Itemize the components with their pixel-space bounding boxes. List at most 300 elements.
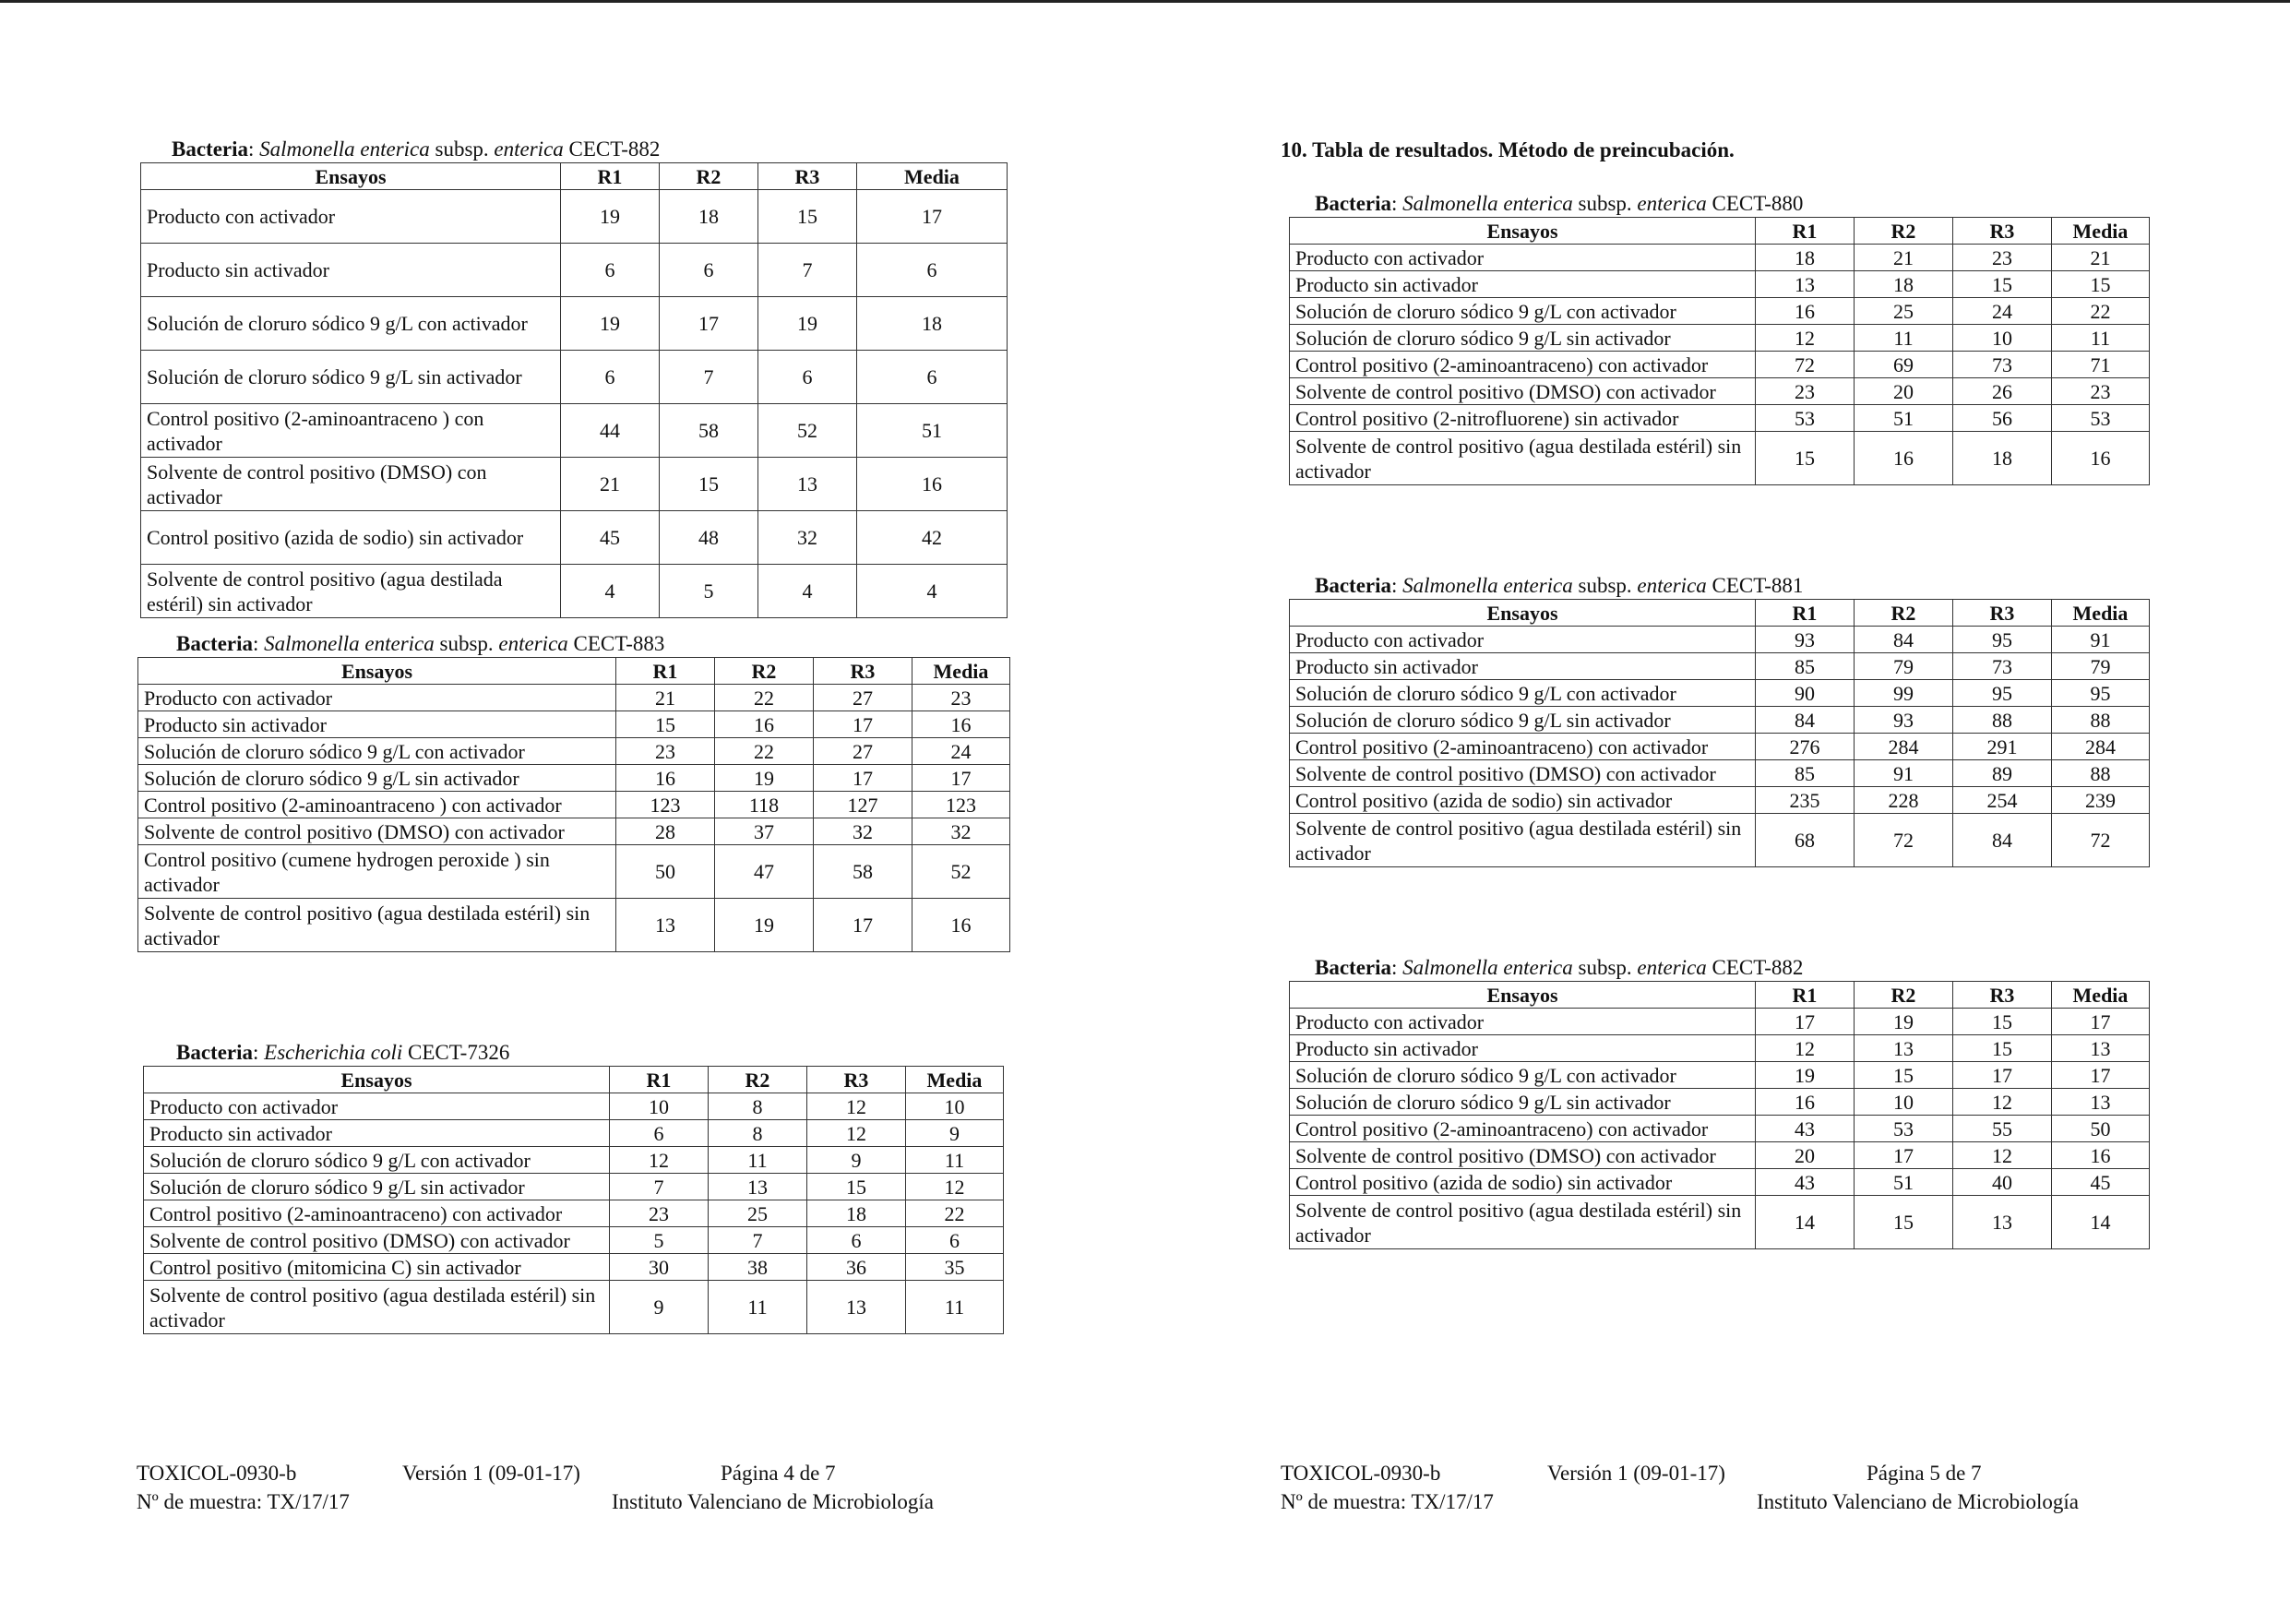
header-ensayos: Ensayos [144, 1067, 610, 1093]
header-r1: R1 [616, 658, 715, 685]
cell-r3: 56 [1953, 405, 2052, 432]
cell-r2: 20 [1855, 378, 1953, 405]
cell-r3: 13 [758, 458, 857, 511]
cell-r3: 15 [1953, 1009, 2052, 1035]
header-r2: R2 [709, 1067, 807, 1093]
cell-r1: 6 [561, 351, 660, 404]
cell-r3: 32 [814, 818, 912, 845]
table-row [141, 244, 1008, 297]
cell-r1: 45 [561, 511, 660, 565]
cell-r3: 23 [1953, 245, 2052, 271]
cell-r3: 254 [1953, 787, 2052, 814]
cell-r2: 11 [709, 1281, 807, 1334]
table-row [1290, 1142, 2150, 1169]
header-r2: R2 [715, 658, 814, 685]
cell-r3: 36 [807, 1254, 906, 1281]
cell-ensayo: Producto con activador [1290, 627, 1756, 653]
cell-r3: 127 [814, 792, 912, 818]
cell-r3: 17 [814, 711, 912, 738]
header-media: Media [857, 163, 1008, 190]
table-block-4 [1289, 191, 2150, 485]
cell-r1: 50 [616, 845, 715, 899]
cell-media: 17 [857, 190, 1008, 244]
table-row [1290, 1196, 2150, 1249]
cell-r3: 73 [1953, 653, 2052, 680]
cell-r1: 276 [1756, 734, 1855, 760]
cell-r1: 19 [1756, 1062, 1855, 1089]
cell-media: 6 [857, 244, 1008, 297]
cell-ensayo: Solvente de control positivo (agua destilada estéril) sin activador [144, 1281, 610, 1334]
cell-r3: 13 [1953, 1196, 2052, 1249]
cell-r3: 95 [1953, 627, 2052, 653]
cell-r1: 16 [1756, 1089, 1855, 1116]
cell-media: 88 [2052, 760, 2150, 787]
cell-r2: 8 [709, 1093, 807, 1120]
cell-media: 11 [2052, 325, 2150, 352]
cell-r2: 228 [1855, 787, 1953, 814]
cell-r2: 15 [660, 458, 758, 511]
cell-r2: 6 [660, 244, 758, 297]
cell-r2: 5 [660, 565, 758, 618]
cell-media: 13 [2052, 1089, 2150, 1116]
results-table [143, 1066, 1004, 1334]
cell-ensayo: Solución de cloruro sódico 9 g/L sin activador [141, 351, 561, 404]
cell-media: 35 [906, 1254, 1004, 1281]
cell-r1: 13 [616, 899, 715, 952]
cell-r3: 27 [814, 685, 912, 711]
cell-r1: 12 [1756, 325, 1855, 352]
table-row [144, 1254, 1004, 1281]
results-table [1289, 981, 2150, 1249]
cell-r3: 27 [814, 738, 912, 765]
cell-ensayo: Solución de cloruro sódico 9 g/L con activador [138, 738, 616, 765]
cell-media: 45 [2052, 1169, 2150, 1196]
cell-r3: 18 [1953, 432, 2052, 485]
cell-r2: 8 [709, 1120, 807, 1147]
cell-ensayo: Producto con activador [144, 1093, 610, 1120]
table-row [141, 297, 1008, 351]
cell-media: 6 [857, 351, 1008, 404]
cell-r2: 19 [715, 899, 814, 952]
cell-ensayo: Solvente de control positivo (agua destilada estéril) sin activador [1290, 432, 1756, 485]
cell-r1: 15 [616, 711, 715, 738]
cell-r3: 7 [758, 244, 857, 297]
cell-r3: 15 [807, 1174, 906, 1200]
cell-ensayo: Control positivo (2-aminoantraceno ) con activador [141, 404, 561, 458]
footer-sample-number: Nº de muestra: TX/17/17 [1281, 1490, 1494, 1513]
table-row [138, 711, 1010, 738]
cell-r3: 12 [807, 1120, 906, 1147]
table-row [141, 404, 1008, 458]
cell-ensayo: Solución de cloruro sódico 9 g/L sin activador [138, 765, 616, 792]
header-r2: R2 [660, 163, 758, 190]
footer-page-number: Página 4 de 7 [721, 1462, 836, 1485]
cell-media: 11 [906, 1281, 1004, 1334]
table-row [1290, 787, 2150, 814]
cell-ensayo: Control positivo (2-aminoantraceno) con activador [144, 1200, 610, 1227]
cell-ensayo: Producto con activador [138, 685, 616, 711]
cell-ensayo: Solución de cloruro sódico 9 g/L con activador [1290, 680, 1756, 707]
header-r3: R3 [1953, 218, 2052, 245]
results-table [1289, 599, 2150, 867]
cell-media: 17 [2052, 1009, 2150, 1035]
table-row [144, 1093, 1004, 1120]
header-ensayos: Ensayos [141, 163, 561, 190]
cell-ensayo: Solvente de control positivo (DMSO) con activador [1290, 760, 1756, 787]
table-block-2 [137, 631, 1010, 952]
header-media: Media [2052, 218, 2150, 245]
cell-media: 71 [2052, 352, 2150, 378]
cell-r1: 123 [616, 792, 715, 818]
cell-r2: 13 [709, 1174, 807, 1200]
cell-r1: 85 [1756, 653, 1855, 680]
table-row [1290, 1169, 2150, 1196]
table-row [1290, 352, 2150, 378]
cell-r1: 19 [561, 297, 660, 351]
cell-r3: 18 [807, 1200, 906, 1227]
cell-r1: 6 [561, 244, 660, 297]
cell-r1: 43 [1756, 1169, 1855, 1196]
cell-ensayo: Solvente de control positivo (DMSO) con activador [1290, 1142, 1756, 1169]
cell-media: 12 [906, 1174, 1004, 1200]
cell-r3: 291 [1953, 734, 2052, 760]
table-row [138, 818, 1010, 845]
table-row [1290, 1089, 2150, 1116]
cell-r3: 88 [1953, 707, 2052, 734]
table-row [1290, 325, 2150, 352]
cell-media: 42 [857, 511, 1008, 565]
cell-r3: 9 [807, 1147, 906, 1174]
cell-ensayo: Solución de cloruro sódico 9 g/L sin activador [1290, 1089, 1756, 1116]
cell-r2: 7 [709, 1227, 807, 1254]
cell-media: 14 [2052, 1196, 2150, 1249]
cell-media: 6 [906, 1227, 1004, 1254]
cell-media: 17 [912, 765, 1010, 792]
cell-r1: 15 [1756, 432, 1855, 485]
cell-r1: 7 [610, 1174, 709, 1200]
cell-media: 22 [2052, 298, 2150, 325]
header-media: Media [2052, 600, 2150, 627]
cell-r2: 19 [1855, 1009, 1953, 1035]
table-block-1 [140, 137, 1008, 618]
cell-ensayo: Solvente de control positivo (agua destilada estéril) sin activador [138, 899, 616, 952]
cell-r1: 84 [1756, 707, 1855, 734]
table-row [1290, 432, 2150, 485]
cell-media: 18 [857, 297, 1008, 351]
table-row [1290, 707, 2150, 734]
cell-ensayo: Solvente de control positivo (agua destilada estéril) sin activador [141, 565, 561, 618]
header-media: Media [912, 658, 1010, 685]
table-row [1290, 734, 2150, 760]
table-row [1290, 271, 2150, 298]
cell-r2: 21 [1855, 245, 1953, 271]
cell-r1: 23 [1756, 378, 1855, 405]
cell-media: 21 [2052, 245, 2150, 271]
cell-ensayo: Control positivo (2-nitrofluorene) sin activador [1290, 405, 1756, 432]
cell-r1: 4 [561, 565, 660, 618]
cell-ensayo: Solución de cloruro sódico 9 g/L sin activador [1290, 325, 1756, 352]
cell-r1: 6 [610, 1120, 709, 1147]
cell-r1: 16 [616, 765, 715, 792]
cell-r1: 90 [1756, 680, 1855, 707]
cell-ensayo: Control positivo (2-aminoantraceno) con activador [1290, 1116, 1756, 1142]
cell-r3: 6 [758, 351, 857, 404]
cell-r1: 17 [1756, 1009, 1855, 1035]
cell-media: 9 [906, 1120, 1004, 1147]
table-row [1290, 1062, 2150, 1089]
cell-media: 72 [2052, 814, 2150, 867]
cell-media: 16 [2052, 1142, 2150, 1169]
cell-r3: 12 [1953, 1089, 2052, 1116]
cell-r2: 22 [715, 685, 814, 711]
header-r3: R3 [758, 163, 857, 190]
cell-r2: 17 [1855, 1142, 1953, 1169]
table-caption: Bacteria: Escherichia coli CECT-7326 [176, 1041, 510, 1064]
cell-r2: 7 [660, 351, 758, 404]
cell-r1: 235 [1756, 787, 1855, 814]
cell-r2: 13 [1855, 1035, 1953, 1062]
cell-media: 16 [912, 711, 1010, 738]
cell-r2: 25 [709, 1200, 807, 1227]
cell-ensayo: Control positivo (2-aminoantraceno ) con activador [138, 792, 616, 818]
cell-r2: 91 [1855, 760, 1953, 787]
table-row [1290, 1035, 2150, 1062]
table-row [138, 845, 1010, 899]
cell-ensayo: Control positivo (2-aminoantraceno) con activador [1290, 734, 1756, 760]
table-row [1290, 814, 2150, 867]
table-row [1290, 405, 2150, 432]
table-row [138, 738, 1010, 765]
cell-r1: 23 [610, 1200, 709, 1227]
results-table [1289, 217, 2150, 485]
cell-r2: 18 [660, 190, 758, 244]
cell-ensayo: Producto con activador [1290, 245, 1756, 271]
cell-ensayo: Producto sin activador [138, 711, 616, 738]
table-row [141, 565, 1008, 618]
cell-r1: 68 [1756, 814, 1855, 867]
cell-r1: 72 [1756, 352, 1855, 378]
header-r1: R1 [1756, 600, 1855, 627]
cell-r3: 13 [807, 1281, 906, 1334]
cell-r2: 16 [1855, 432, 1953, 485]
cell-ensayo: Solvente de control positivo (DMSO) con activador [144, 1227, 610, 1254]
cell-r3: 32 [758, 511, 857, 565]
cell-ensayo: Solución de cloruro sódico 9 g/L con activador [141, 297, 561, 351]
cell-ensayo: Solución de cloruro sódico 9 g/L con activador [1290, 1062, 1756, 1089]
table-row [141, 190, 1008, 244]
cell-media: 23 [912, 685, 1010, 711]
cell-r3: 12 [807, 1093, 906, 1120]
results-table [140, 162, 1008, 618]
cell-r1: 30 [610, 1254, 709, 1281]
cell-media: 284 [2052, 734, 2150, 760]
cell-media: 88 [2052, 707, 2150, 734]
cell-ensayo: Control positivo (cumene hydrogen peroxide ) sin activador [138, 845, 616, 899]
cell-media: 17 [2052, 1062, 2150, 1089]
header-media: Media [906, 1067, 1004, 1093]
cell-r3: 19 [758, 297, 857, 351]
cell-r3: 17 [814, 765, 912, 792]
cell-r1: 14 [1756, 1196, 1855, 1249]
section-title: 10. Tabla de resultados. Método de preincubación. [1281, 138, 1735, 161]
table-row [1290, 1009, 2150, 1035]
table-row [138, 899, 1010, 952]
cell-media: 51 [857, 404, 1008, 458]
table-row [1290, 627, 2150, 653]
header-r3: R3 [807, 1067, 906, 1093]
results-table [137, 657, 1010, 952]
header-ensayos: Ensayos [1290, 982, 1756, 1009]
table-row [144, 1174, 1004, 1200]
cell-r2: 99 [1855, 680, 1953, 707]
cell-ensayo: Control positivo (mitomicina C) sin activador [144, 1254, 610, 1281]
cell-r3: 84 [1953, 814, 2052, 867]
table-row [138, 792, 1010, 818]
table-row [1290, 680, 2150, 707]
cell-ensayo: Control positivo (azida de sodio) sin activador [1290, 1169, 1756, 1196]
cell-r3: 15 [1953, 271, 2052, 298]
table-caption: Bacteria: Salmonella enterica subsp. enterica CECT-881 [1315, 574, 1804, 597]
cell-media: 53 [2052, 405, 2150, 432]
cell-media: 95 [2052, 680, 2150, 707]
cell-ensayo: Solvente de control positivo (DMSO) con activador [138, 818, 616, 845]
page-5 [1145, 0, 2290, 1624]
cell-media: 10 [906, 1093, 1004, 1120]
header-r1: R1 [561, 163, 660, 190]
header-r2: R2 [1855, 218, 1953, 245]
cell-r2: 22 [715, 738, 814, 765]
cell-ensayo: Solvente de control positivo (agua destilada estéril) sin activador [1290, 814, 1756, 867]
table-row [144, 1120, 1004, 1147]
cell-r2: 11 [1855, 325, 1953, 352]
cell-r1: 43 [1756, 1116, 1855, 1142]
cell-r3: 17 [1953, 1062, 2052, 1089]
cell-r1: 19 [561, 190, 660, 244]
cell-ensayo: Solución de cloruro sódico 9 g/L con activador [1290, 298, 1756, 325]
cell-ensayo: Solución de cloruro sódico 9 g/L sin activador [1290, 707, 1756, 734]
table-row [1290, 245, 2150, 271]
cell-r2: 58 [660, 404, 758, 458]
cell-r1: 18 [1756, 245, 1855, 271]
cell-r2: 51 [1855, 405, 1953, 432]
cell-r1: 44 [561, 404, 660, 458]
cell-media: 4 [857, 565, 1008, 618]
cell-ensayo: Producto sin activador [1290, 653, 1756, 680]
cell-media: 79 [2052, 653, 2150, 680]
header-r1: R1 [1756, 218, 1855, 245]
cell-r2: 284 [1855, 734, 1953, 760]
footer-code: TOXICOL-0930-b [137, 1462, 297, 1485]
cell-r2: 51 [1855, 1169, 1953, 1196]
cell-r2: 72 [1855, 814, 1953, 867]
cell-r2: 48 [660, 511, 758, 565]
cell-r1: 12 [1756, 1035, 1855, 1062]
table-row [141, 351, 1008, 404]
table-row [144, 1147, 1004, 1174]
cell-ensayo: Control positivo (2-aminoantraceno) con activador [1290, 352, 1756, 378]
table-caption: Bacteria: Salmonella enterica subsp. enterica CECT-880 [1315, 192, 1804, 215]
footer-page-number: Página 5 de 7 [1867, 1462, 1982, 1485]
cell-r1: 9 [610, 1281, 709, 1334]
cell-media: 32 [912, 818, 1010, 845]
cell-media: 22 [906, 1200, 1004, 1227]
cell-r2: 17 [660, 297, 758, 351]
footer-version: Versión 1 (09-01-17) [1547, 1462, 1725, 1485]
cell-r1: 93 [1756, 627, 1855, 653]
cell-r1: 20 [1756, 1142, 1855, 1169]
cell-r2: 79 [1855, 653, 1953, 680]
cell-r2: 69 [1855, 352, 1953, 378]
header-r2: R2 [1855, 982, 1953, 1009]
header-r1: R1 [1756, 982, 1855, 1009]
footer-institute: Instituto Valenciano de Microbiología [1757, 1490, 2079, 1513]
table-row [141, 511, 1008, 565]
cell-r1: 10 [610, 1093, 709, 1120]
table-row [1290, 1116, 2150, 1142]
cell-r3: 6 [807, 1227, 906, 1254]
header-r2: R2 [1855, 600, 1953, 627]
table-row [141, 458, 1008, 511]
cell-media: 24 [912, 738, 1010, 765]
cell-r2: 93 [1855, 707, 1953, 734]
cell-r1: 53 [1756, 405, 1855, 432]
header-ensayos: Ensayos [1290, 600, 1756, 627]
cell-r3: 10 [1953, 325, 2052, 352]
cell-ensayo: Producto sin activador [1290, 271, 1756, 298]
cell-r3: 12 [1953, 1142, 2052, 1169]
cell-r3: 4 [758, 565, 857, 618]
footer-institute: Instituto Valenciano de Microbiología [612, 1490, 934, 1513]
cell-media: 52 [912, 845, 1010, 899]
cell-media: 239 [2052, 787, 2150, 814]
cell-r3: 52 [758, 404, 857, 458]
cell-r3: 15 [758, 190, 857, 244]
cell-media: 16 [857, 458, 1008, 511]
cell-r3: 24 [1953, 298, 2052, 325]
cell-ensayo: Solución de cloruro sódico 9 g/L con activador [144, 1147, 610, 1174]
cell-r2: 18 [1855, 271, 1953, 298]
table-row [138, 685, 1010, 711]
cell-r1: 23 [616, 738, 715, 765]
cell-r3: 26 [1953, 378, 2052, 405]
cell-r3: 89 [1953, 760, 2052, 787]
header-ensayos: Ensayos [1290, 218, 1756, 245]
cell-r2: 15 [1855, 1062, 1953, 1089]
table-row [144, 1227, 1004, 1254]
cell-media: 16 [2052, 432, 2150, 485]
cell-r1: 5 [610, 1227, 709, 1254]
table-block-5 [1289, 573, 2150, 867]
cell-r2: 15 [1855, 1196, 1953, 1249]
cell-r3: 15 [1953, 1035, 2052, 1062]
footer-code: TOXICOL-0930-b [1281, 1462, 1441, 1485]
header-r3: R3 [1953, 982, 2052, 1009]
header-r3: R3 [814, 658, 912, 685]
cell-r1: 85 [1756, 760, 1855, 787]
cell-r2: 10 [1855, 1089, 1953, 1116]
header-r3: R3 [1953, 600, 2052, 627]
cell-r1: 28 [616, 818, 715, 845]
cell-r2: 53 [1855, 1116, 1953, 1142]
header-media: Media [2052, 982, 2150, 1009]
cell-r1: 12 [610, 1147, 709, 1174]
footer-version: Versión 1 (09-01-17) [402, 1462, 580, 1485]
table-row [1290, 378, 2150, 405]
cell-r3: 95 [1953, 680, 2052, 707]
table-block-6 [1289, 955, 2150, 1249]
cell-ensayo: Producto sin activador [144, 1120, 610, 1147]
table-caption: Bacteria: Salmonella enterica subsp. enterica CECT-882 [1315, 956, 1804, 979]
